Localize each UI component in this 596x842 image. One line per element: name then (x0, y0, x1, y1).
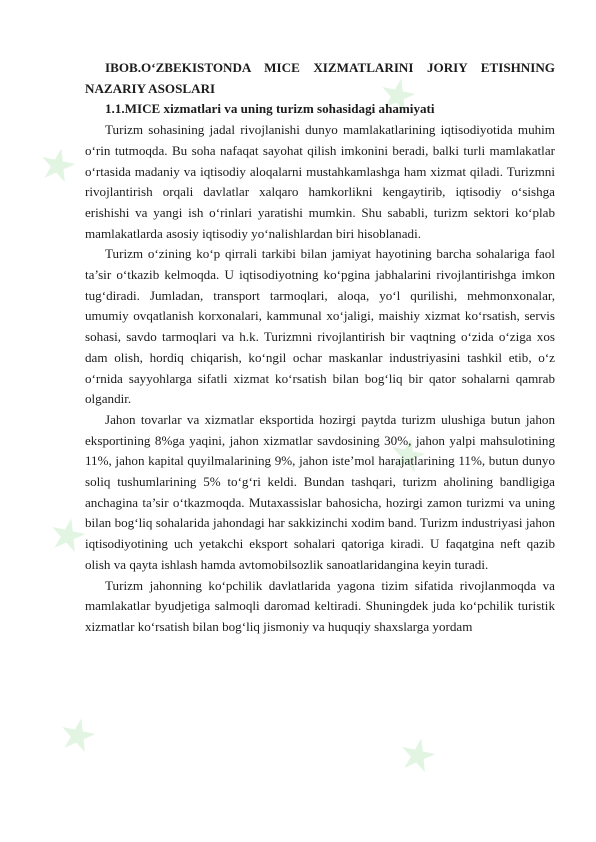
document-body (85, 58, 555, 638)
section-title: 1.1.MICE xizmatlari va uning turizm sohasidagi ahamiyati (105, 101, 435, 117)
watermark-glyph: ★ (45, 705, 110, 766)
watermark-glyph: ★ (25, 135, 90, 196)
document-title: IBOB.O‘ZBEKISTONDA MICE XIZMATLARINI JORIY ETISHNING NAZARIY ASOSLARI (85, 60, 555, 96)
watermark-glyph: ★ (365, 65, 430, 126)
watermark-glyph: ★ (35, 505, 100, 566)
paragraph: Turizm o‘zining ko‘p qirrali tarkibi bilan jamiyat hayotining barcha sohalariga faol ta’sir o‘tkazib kelmoqda. U iqtisodiyotning ko‘pgina jabhalarini rivojlantirishga imkon tug‘diradi. Jumladan, transport tarmoqlari, aloqa, yo‘l qurilishi, mehmonxonalar, umumiy ovqatlanish korxonalari, kammunal xo‘jaligi, maishiy xizmat ko‘rsatish, servis sohasi, savdo tarmoqlari va h.k. Turizmni rivojlantirish bir vaqtning o‘zida o‘ziga xos dam olish, hordiq chiqarish, ko‘ngil ochar maskanlar industriyasini tashkil etib, o‘z o‘rnida sayyohlarga sifatli xizmat ko‘rsatish bilan bog‘liq bir qator sohalarni qamrab olgandir. (85, 246, 555, 407)
watermark-glyph: ★ (375, 425, 440, 486)
paragraph: Turizm jahonning ko‘pchilik davlatlarida yagona tizim sifatida rivojlanmoqda va mamlakatlar byudjetiga salmoqli daromad keltiradi. Shuningdek juda ko‘pchilik turistik xizmatlar ko‘rsatish bilan bog‘liq jismoniy va huquqiy shaxslarga yordam (85, 577, 555, 634)
paragraph: Turizm sohasining jadal rivojlanishi dunyo mamlakatlarining iqtisodiyotida muhim o‘rin tutmoqda. Bu soha nafaqat sayohat qilish imkonini beradi, balki turli mamlakatlar o‘rtasida madaniy va iqtisodiy aloqalarni mustahkamlashga ham xizmat qiladi. Turizmni rivojlantirish orqali davlatlar xalqaro hamkorlikni kengaytirib, iqtisodiy o‘sishga erishishi va yangi ish o‘rinlari yaratishi mumkin. Shu sababli, turizm sektori ko‘plab mamlakatlarda asosiy iqtisodiy yo‘nalishlardan biri hisoblanadi. (85, 122, 555, 241)
paragraph: Jahon tovarlar va xizmatlar eksportida hozirgi paytda turizm ulushiga butun jahon eksportining 8%ga yaqini, jahon xizmatlar savdosining 30%, jahon yalpi mahsulotining 11%, jahon kapital quyilmalarining 9%, jahon iste’mol harajatlarining 11%, butun dunyo soliq tushumlarining 5% to‘g‘ri keldi. Bundan tashqari, turizm aholining bandligiga anchagina ta’sir o‘tkazmoqda. Mutaxassislar bahosicha, hozirgi zamon turizmi va uning bilan bog‘liq sohalarida jahondagi har sakkizinchi xodim band. Turizm industriyasi jahon iqtisodiyotining uch yetakchi eksport sohalari qatoriga kiradi. U faqatgina neft qazib olish va qayta ishlash hamda avtomobilsozlik sanoatlaridangina keyin turadi. (85, 411, 555, 572)
watermark-glyph: ★ (385, 725, 450, 786)
